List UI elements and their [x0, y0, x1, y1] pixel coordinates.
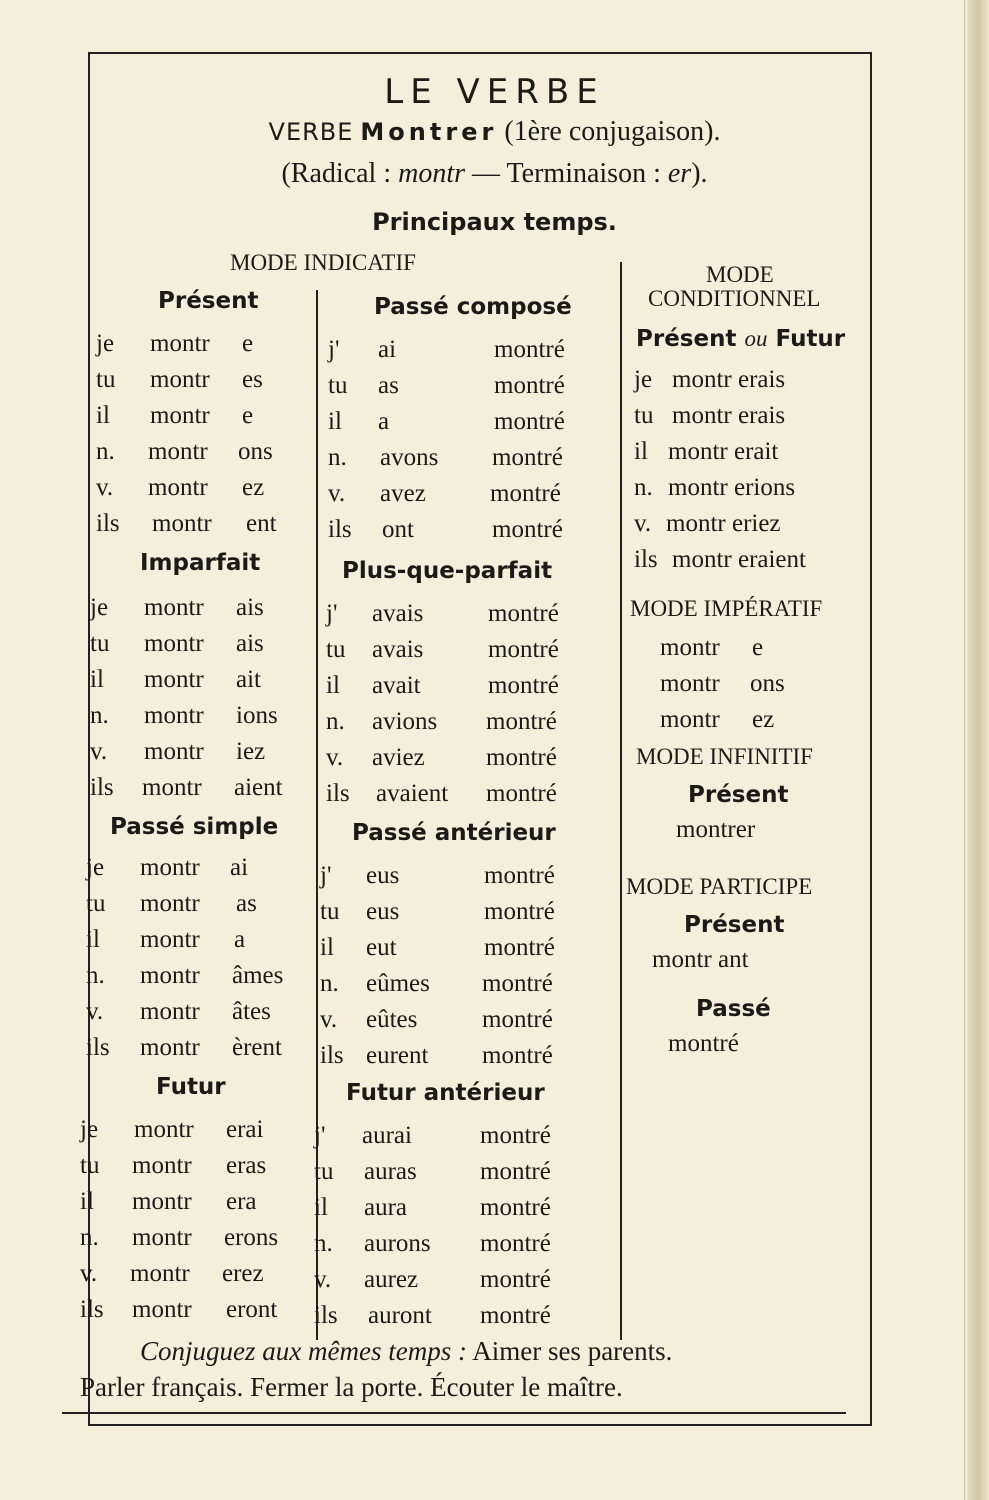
page-title: LE VERBE: [384, 72, 605, 112]
stem: montr: [132, 1224, 192, 1251]
pronoun: ils: [326, 780, 350, 807]
conj-row: [96, 470, 316, 506]
present-block: [96, 326, 316, 542]
conj-row: [320, 1038, 618, 1074]
auxiliary: avaient: [376, 780, 449, 807]
pronoun: n.: [80, 1224, 99, 1251]
conj-row: [96, 434, 316, 470]
ending: âmes: [232, 962, 284, 989]
pronoun: v.: [86, 998, 104, 1025]
participle: montré: [484, 862, 555, 889]
conditionnel-block: [634, 362, 858, 578]
pronoun: il: [314, 1194, 328, 1221]
conj-row: [660, 666, 856, 702]
stem: montr: [140, 1034, 200, 1061]
conj-row: [96, 398, 316, 434]
heading-present: Présent: [158, 288, 259, 314]
radical-open: (Radical :: [281, 158, 392, 189]
pronoun: je: [634, 366, 653, 393]
mode-indicatif: MODE INDICATIF: [230, 250, 416, 275]
conj-row: [326, 704, 618, 740]
plus-que-parfait-block: [326, 596, 618, 812]
verb-prefix: VERBE: [268, 118, 354, 146]
auxiliary: aviez: [372, 744, 425, 771]
conj-row: [320, 894, 618, 930]
radical-line: [0, 158, 989, 190]
participle: montré: [486, 780, 557, 807]
ending: erons: [224, 1224, 279, 1251]
participe-passe-value: montré: [668, 1030, 739, 1057]
auxiliary: a: [378, 408, 390, 435]
ending: e: [242, 330, 254, 357]
participle: montré: [480, 1158, 551, 1185]
mode-conditionnel-line1: MODE: [706, 262, 774, 287]
pronoun: je: [80, 1116, 99, 1143]
mode-conditionnel-line2: CONDITIONNEL: [648, 286, 821, 311]
heading-imparfait: Imparfait: [140, 550, 261, 576]
conj-row: [86, 922, 316, 958]
conj-row: [328, 404, 618, 440]
auxiliary: aurai: [362, 1122, 412, 1149]
conj-row: [80, 1292, 316, 1328]
mode-participe: MODE PARTICIPE: [626, 874, 813, 899]
conditionnel-ou-label: ou: [744, 326, 768, 351]
participle: montré: [488, 600, 559, 627]
pronoun: je: [96, 330, 115, 357]
imparfait-block: [90, 590, 316, 806]
auxiliary: eus: [366, 898, 400, 925]
stem: montr: [140, 890, 200, 917]
stem: montr: [150, 366, 210, 393]
auxiliary: auras: [364, 1158, 417, 1185]
pronoun: n.: [90, 702, 109, 729]
verb-form: montr erait: [668, 438, 779, 465]
conj-row: [314, 1118, 618, 1154]
pronoun: n.: [314, 1230, 333, 1257]
participle: montré: [486, 708, 557, 735]
conj-row: [314, 1190, 618, 1226]
ending: erai: [226, 1116, 264, 1143]
conj-row: [634, 470, 858, 506]
pronoun: ils: [634, 546, 658, 573]
conj-row: [86, 958, 316, 994]
pronoun: v.: [80, 1260, 98, 1287]
conj-row: [328, 368, 618, 404]
participle: montré: [488, 672, 559, 699]
stem: montr: [130, 1260, 190, 1287]
conditionnel-futur-label: Futur: [775, 326, 846, 352]
pronoun: j': [320, 862, 332, 889]
heading-futur-anterieur: Futur antérieur: [346, 1080, 545, 1106]
infinitif-value: montrer: [676, 816, 756, 843]
stem: montr: [144, 594, 204, 621]
stem: montr: [148, 438, 208, 465]
passe-compose-block: [328, 332, 618, 548]
stem: montr: [132, 1296, 192, 1323]
ending: aient: [234, 774, 283, 801]
pronoun: tu: [90, 630, 110, 657]
pronoun: n.: [328, 444, 347, 471]
participle: montré: [494, 372, 565, 399]
pronoun: v.: [328, 480, 346, 507]
conj-row: [80, 1256, 316, 1292]
conj-row: [314, 1262, 618, 1298]
ending: ons: [238, 438, 273, 465]
radical-value: montr: [398, 158, 466, 189]
conj-row: [634, 542, 858, 578]
futur-block: [80, 1112, 316, 1328]
pronoun: il: [86, 926, 100, 953]
verb-conjugation: (1ère conjugaison).: [504, 116, 721, 147]
verb-form: montr eriez: [666, 510, 781, 537]
verb-name: Montrer: [360, 118, 498, 146]
conditionnel-present-label: Présent: [636, 326, 737, 352]
imperatif-block: [660, 630, 856, 738]
participle: montré: [480, 1266, 551, 1293]
ending: ais: [236, 594, 264, 621]
pronoun: il: [90, 666, 104, 693]
conj-row: [86, 886, 316, 922]
exercise-instruction: Conjuguez aux mêmes temps :: [140, 1336, 467, 1366]
conj-row: [634, 398, 858, 434]
pronoun: il: [80, 1188, 94, 1215]
conj-row: [96, 326, 316, 362]
conj-row: [320, 966, 618, 1002]
pronoun: tu: [96, 366, 116, 393]
exercise-line-1: [140, 1336, 672, 1367]
heading-plus-que-parfait: Plus-que-parfait: [342, 558, 553, 584]
conj-row: [80, 1148, 316, 1184]
conj-row: [90, 590, 316, 626]
ending: ions: [236, 702, 278, 729]
pronoun: n.: [320, 970, 339, 997]
pronoun: j': [328, 336, 340, 363]
pronoun: j': [314, 1122, 326, 1149]
heading-passe-anterieur: Passé antérieur: [352, 820, 556, 846]
pronoun: je: [90, 594, 109, 621]
ending: ons: [750, 670, 785, 697]
conj-row: [80, 1220, 316, 1256]
pronoun: je: [86, 854, 105, 881]
participe-present-value: montr ant: [652, 946, 749, 973]
bottom-rule: [62, 1412, 846, 1414]
participle: montré: [492, 444, 563, 471]
verb-form: montr erais: [672, 366, 786, 393]
verb-form: montr erions: [668, 474, 796, 501]
exercise-line-2: Parler français. Fermer la porte. Écouter le maître.: [80, 1372, 623, 1402]
pronoun: v.: [314, 1266, 332, 1293]
pronoun: tu: [80, 1152, 100, 1179]
radical-close: ).: [691, 158, 708, 189]
pronoun: ils: [320, 1042, 344, 1069]
stem: montr: [140, 926, 200, 953]
participle: montré: [482, 1006, 553, 1033]
participle: montré: [494, 336, 565, 363]
stem: montr: [132, 1152, 192, 1179]
conj-row: [90, 698, 316, 734]
stem: montr: [152, 510, 212, 537]
conj-row: [328, 476, 618, 512]
futur-anterieur-block: [314, 1118, 618, 1334]
pronoun: ils: [90, 774, 114, 801]
participle: montré: [484, 934, 555, 961]
pronoun: v.: [326, 744, 344, 771]
ending: e: [752, 634, 764, 661]
participle: montré: [488, 636, 559, 663]
conj-row: [314, 1154, 618, 1190]
participle: montré: [490, 480, 561, 507]
participle: montré: [482, 1042, 553, 1069]
ending: a: [234, 926, 246, 953]
conj-row: [634, 362, 858, 398]
auxiliary: avais: [372, 636, 424, 663]
stem: montr: [142, 774, 202, 801]
conj-row: [96, 506, 316, 542]
conj-row: [90, 734, 316, 770]
pronoun: n.: [86, 962, 105, 989]
verb-heading: [0, 116, 989, 148]
pronoun: il: [96, 402, 110, 429]
ending: âtes: [232, 998, 271, 1025]
pronoun: tu: [320, 898, 340, 925]
auxiliary: eut: [366, 934, 397, 961]
pronoun: v.: [634, 510, 652, 537]
conj-row: [660, 630, 856, 666]
ending: ez: [752, 706, 775, 733]
pronoun: il: [320, 934, 334, 961]
ending: ai: [230, 854, 249, 881]
ending: èrent: [232, 1034, 282, 1061]
auxiliary: eus: [366, 862, 400, 889]
exercise-first-sentence: Aimer ses parents.: [472, 1336, 673, 1366]
pronoun: ils: [80, 1296, 104, 1323]
radical-dash: — Terminaison :: [472, 158, 661, 189]
participle: montré: [492, 516, 563, 543]
pronoun: il: [328, 408, 342, 435]
stem: montr: [148, 474, 208, 501]
conj-row: [634, 434, 858, 470]
ending-value: er: [667, 158, 692, 189]
pronoun: tu: [326, 636, 346, 663]
stem: montr: [660, 670, 720, 697]
auxiliary: as: [378, 372, 399, 399]
pronoun: tu: [314, 1158, 334, 1185]
ending: ent: [246, 510, 277, 537]
stem: montr: [144, 630, 204, 657]
pronoun: il: [326, 672, 340, 699]
heading-futur: Futur: [156, 1074, 226, 1100]
pronoun: ils: [96, 510, 120, 537]
participle: montré: [480, 1302, 551, 1329]
pronoun: n.: [634, 474, 653, 501]
conj-row: [80, 1112, 316, 1148]
auxiliary: avait: [372, 672, 421, 699]
pronoun: tu: [328, 372, 348, 399]
participle: montré: [480, 1194, 551, 1221]
conj-row: [86, 1030, 316, 1066]
participle: montré: [480, 1122, 551, 1149]
ending: ez: [242, 474, 265, 501]
stem: montr: [150, 330, 210, 357]
conj-row: [80, 1184, 316, 1220]
auxiliary: avons: [380, 444, 439, 471]
heading-passe-compose: Passé composé: [374, 294, 572, 320]
stem: montr: [134, 1116, 194, 1143]
pronoun: v.: [96, 474, 114, 501]
conj-row: [328, 332, 618, 368]
conj-row: [320, 858, 618, 894]
mode-imperatif: MODE IMPÉRATIF: [630, 596, 823, 621]
pronoun: n.: [326, 708, 345, 735]
pronoun: tu: [86, 890, 106, 917]
participle: montré: [486, 744, 557, 771]
heading-participe-present: Présent: [684, 912, 785, 938]
pronoun: ils: [328, 516, 352, 543]
ending: es: [242, 366, 263, 393]
passe-anterieur-block: [320, 858, 618, 1074]
ending: ais: [236, 630, 264, 657]
conj-row: [328, 440, 618, 476]
conj-row: [660, 702, 856, 738]
auxiliary: aura: [364, 1194, 408, 1221]
stem: montr: [140, 962, 200, 989]
auxiliary: aurez: [364, 1266, 419, 1293]
auxiliary: eûmes: [366, 970, 430, 997]
pronoun: ils: [86, 1034, 110, 1061]
conj-row: [326, 632, 618, 668]
conj-row: [314, 1298, 618, 1334]
participle: montré: [482, 970, 553, 997]
conj-row: [86, 850, 316, 886]
verb-form: montr erais: [672, 402, 786, 429]
participle: montré: [480, 1230, 551, 1257]
ending: erez: [222, 1260, 264, 1287]
conj-row: [90, 770, 316, 806]
ending: era: [226, 1188, 257, 1215]
ending: iez: [236, 738, 266, 765]
conj-row: [326, 740, 618, 776]
ending: e: [242, 402, 254, 429]
pronoun: il: [634, 438, 648, 465]
conj-row: [326, 776, 618, 812]
passe-simple-block: [86, 850, 316, 1066]
conj-row: [90, 662, 316, 698]
conj-row: [96, 362, 316, 398]
divider-middle-right: [620, 262, 622, 1340]
ending: as: [236, 890, 257, 917]
participle: montré: [494, 408, 565, 435]
conj-row: [326, 668, 618, 704]
auxiliary: aurons: [364, 1230, 431, 1257]
participle: montré: [484, 898, 555, 925]
stem: montr: [140, 854, 200, 881]
pronoun: n.: [96, 438, 115, 465]
auxiliary: auront: [368, 1302, 432, 1329]
conj-row: [634, 506, 858, 542]
stem: montr: [144, 738, 204, 765]
ending: eront: [226, 1296, 278, 1323]
stem: montr: [140, 998, 200, 1025]
auxiliary: avez: [380, 480, 426, 507]
pronoun: tu: [634, 402, 654, 429]
heading-infinitif-present: Présent: [688, 782, 789, 808]
heading-passe-simple: Passé simple: [110, 814, 279, 840]
heading-participe-passe: Passé: [696, 996, 771, 1022]
auxiliary: ai: [378, 336, 397, 363]
auxiliary: avais: [372, 600, 424, 627]
verb-form: montr eraient: [672, 546, 806, 573]
auxiliary: eûtes: [366, 1006, 418, 1033]
pronoun: ils: [314, 1302, 338, 1329]
ending: ait: [236, 666, 261, 693]
auxiliary: eurent: [366, 1042, 429, 1069]
stem: montr: [660, 706, 720, 733]
conj-row: [320, 1002, 618, 1038]
stem: montr: [660, 634, 720, 661]
stem: montr: [144, 702, 204, 729]
conj-row: [90, 626, 316, 662]
auxiliary: ont: [382, 516, 414, 543]
pronoun: j': [326, 600, 338, 627]
mode-infinitif: MODE INFINITIF: [636, 744, 813, 769]
stem: montr: [144, 666, 204, 693]
pronoun: v.: [90, 738, 108, 765]
conj-row: [326, 596, 618, 632]
conj-row: [314, 1226, 618, 1262]
stem: montr: [150, 402, 210, 429]
stem: montr: [132, 1188, 192, 1215]
conj-row: [86, 994, 316, 1030]
heading-conditionnel: [636, 326, 845, 352]
auxiliary: avions: [372, 708, 438, 735]
conj-row: [328, 512, 618, 548]
ending: eras: [226, 1152, 267, 1179]
principal-tenses-heading: Principaux temps.: [372, 208, 617, 236]
pronoun: v.: [320, 1006, 338, 1033]
conj-row: [320, 930, 618, 966]
